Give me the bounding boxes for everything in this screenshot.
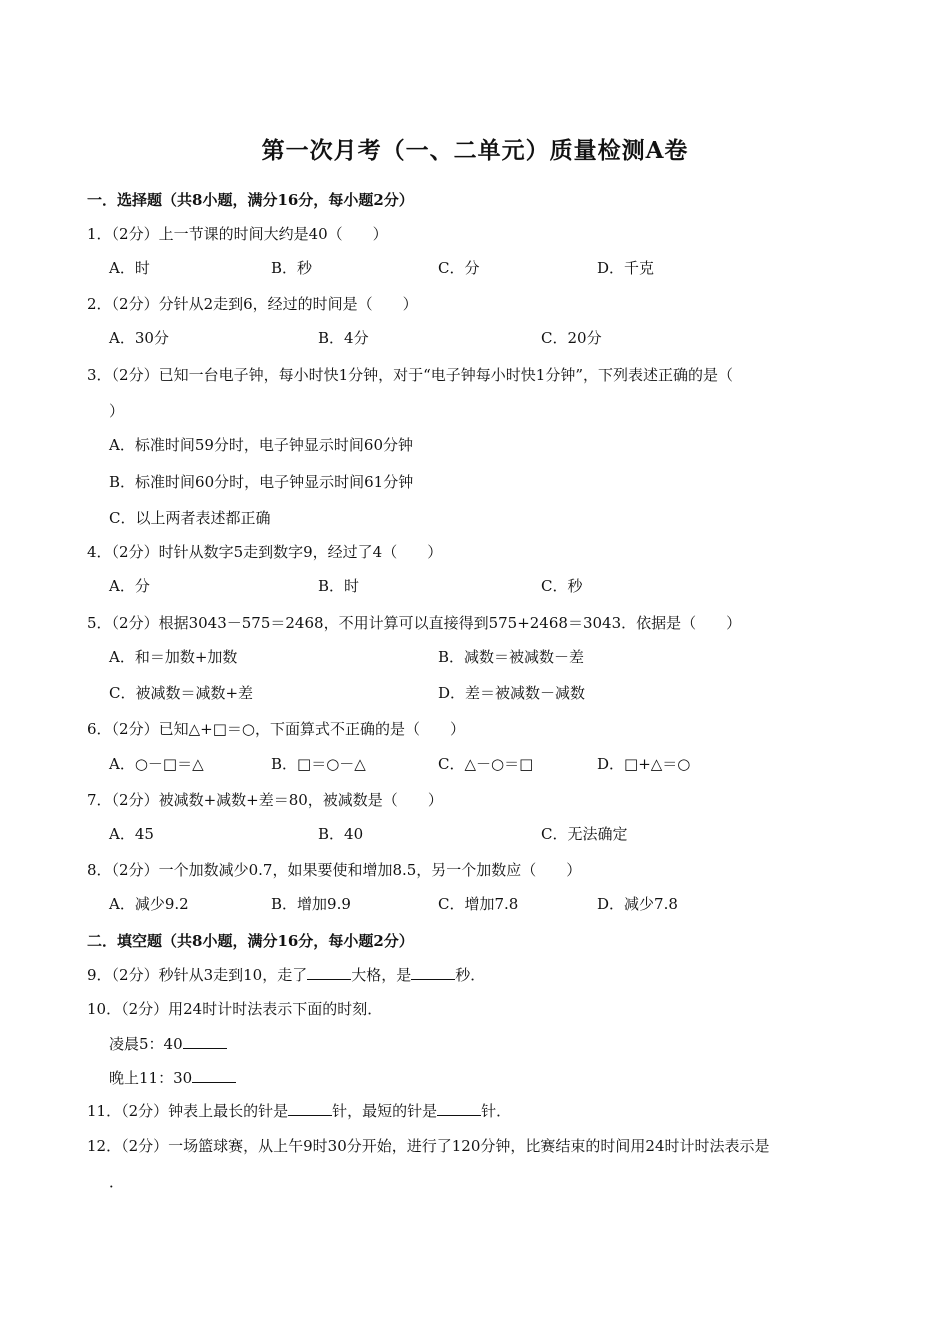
question-10-item-b-label: 晚上11：30 — [109, 1069, 193, 1087]
option-7c[interactable]: C．无法确定 — [541, 825, 628, 843]
question-2: 2．（2分）分针从2走到6，经过的时间是（ ） — [87, 295, 418, 313]
question-10-item-a-label: 凌晨5：40 — [109, 1035, 183, 1053]
option-5b[interactable]: B．减数＝被减数－差 — [438, 648, 585, 666]
question-1: 1．（2分）上一节课的时间大约是40（ ） — [87, 225, 388, 243]
question-7: 7．（2分）被减数+减数+差＝80，被减数是（ ） — [87, 791, 443, 809]
section-heading-fill: 二．填空题（共8小题，满分16分，每小题2分） — [87, 932, 414, 950]
question-10: 10．（2分）用24时计时法表示下面的时刻． — [87, 1000, 383, 1018]
question-11-part-2: 针，最短的针是 — [332, 1102, 438, 1120]
option-1c[interactable]: C．分 — [438, 259, 480, 277]
question-6: 6．（2分）已知△+□＝○，下面算式不正确的是（ ） — [87, 720, 465, 738]
option-4a[interactable]: A．分 — [109, 577, 150, 595]
option-8b[interactable]: B．增加9.9 — [271, 895, 351, 913]
question-3-continuation: ） — [109, 402, 125, 420]
question-8: 8．（2分）一个加数减少0.7，如果要使和增加8.5，另一个加数应（ ） — [87, 861, 582, 879]
option-7b[interactable]: B．40 — [318, 825, 364, 843]
question-12: 12．（2分）一场篮球赛，从上午9时30分开始，进行了120分钟，比赛结束的时间用24时计时法表示是 — [87, 1137, 770, 1155]
option-8d[interactable]: D．减少7.8 — [597, 895, 678, 913]
option-6b[interactable]: B．□＝○－△ — [271, 755, 366, 773]
option-3b[interactable]: B．标准时间60分时，电子钟显示时间61分钟 — [109, 473, 414, 491]
option-6c[interactable]: C．△－○＝□ — [438, 755, 534, 773]
answer-blank-10b[interactable] — [192, 1068, 236, 1083]
option-5c[interactable]: C．被减数＝减数+差 — [109, 684, 254, 702]
answer-blank-11b[interactable] — [437, 1101, 481, 1116]
question-11-part-1: 11．（2分）钟表上最长的针是 — [87, 1102, 289, 1120]
option-1a[interactable]: A．时 — [109, 259, 150, 277]
option-1d[interactable]: D．千克 — [597, 259, 655, 277]
question-3: 3．（2分）已知一台电子钟，每小时快1分钟，对于“电子钟每小时快1分钟”，下列表述正确的是（ — [87, 366, 734, 384]
option-6a[interactable]: A．○－□＝△ — [109, 755, 204, 773]
answer-blank-10a[interactable] — [183, 1034, 227, 1049]
question-9-part-1: 9．（2分）秒针从3走到10，走了 — [87, 966, 308, 984]
option-6d[interactable]: D．□+△＝○ — [597, 755, 691, 773]
question-11-part-3: 针． — [481, 1102, 512, 1120]
answer-blank-9a[interactable] — [307, 965, 351, 980]
question-9 — [87, 965, 485, 985]
question-10-item-a — [109, 1034, 227, 1054]
page-title: 第一次月考（一、二单元）质量检测A卷 — [261, 137, 689, 164]
question-12-end: ． — [109, 1173, 125, 1191]
option-7a[interactable]: A．45 — [109, 825, 154, 843]
option-3a[interactable]: A．标准时间59分时，电子钟显示时间60分钟 — [109, 436, 414, 454]
question-10-item-b — [109, 1068, 236, 1088]
option-8a[interactable]: A．减少9.2 — [109, 895, 189, 913]
option-4b[interactable]: B．时 — [318, 577, 360, 595]
section-heading-choice: 一．选择题（共8小题，满分16分，每小题2分） — [87, 191, 414, 209]
question-9-part-2: 大格，是 — [351, 966, 412, 984]
option-5a[interactable]: A．和＝加数+加数 — [109, 648, 238, 666]
option-2a[interactable]: A．30分 — [109, 329, 169, 347]
question-5: 5．（2分）根据3043－575＝2468，不用计算可以直接得到575+2468＝3043．依据是（ ） — [87, 614, 742, 632]
option-2b[interactable]: B．4分 — [318, 329, 369, 347]
option-8c[interactable]: C．增加7.8 — [438, 895, 519, 913]
option-3c[interactable]: C．以上两者表述都正确 — [109, 509, 271, 527]
answer-blank-11a[interactable] — [288, 1101, 332, 1116]
option-5d[interactable]: D．差＝被减数－减数 — [438, 684, 586, 702]
option-4c[interactable]: C．秒 — [541, 577, 583, 595]
question-9-part-3: 秒． — [455, 966, 486, 984]
question-11 — [87, 1101, 511, 1121]
answer-blank-9b[interactable] — [411, 965, 455, 980]
option-1b[interactable]: B．秒 — [271, 259, 313, 277]
option-2c[interactable]: C．20分 — [541, 329, 602, 347]
question-4: 4．（2分）时针从数字5走到数字9，经过了4（ ） — [87, 543, 443, 561]
